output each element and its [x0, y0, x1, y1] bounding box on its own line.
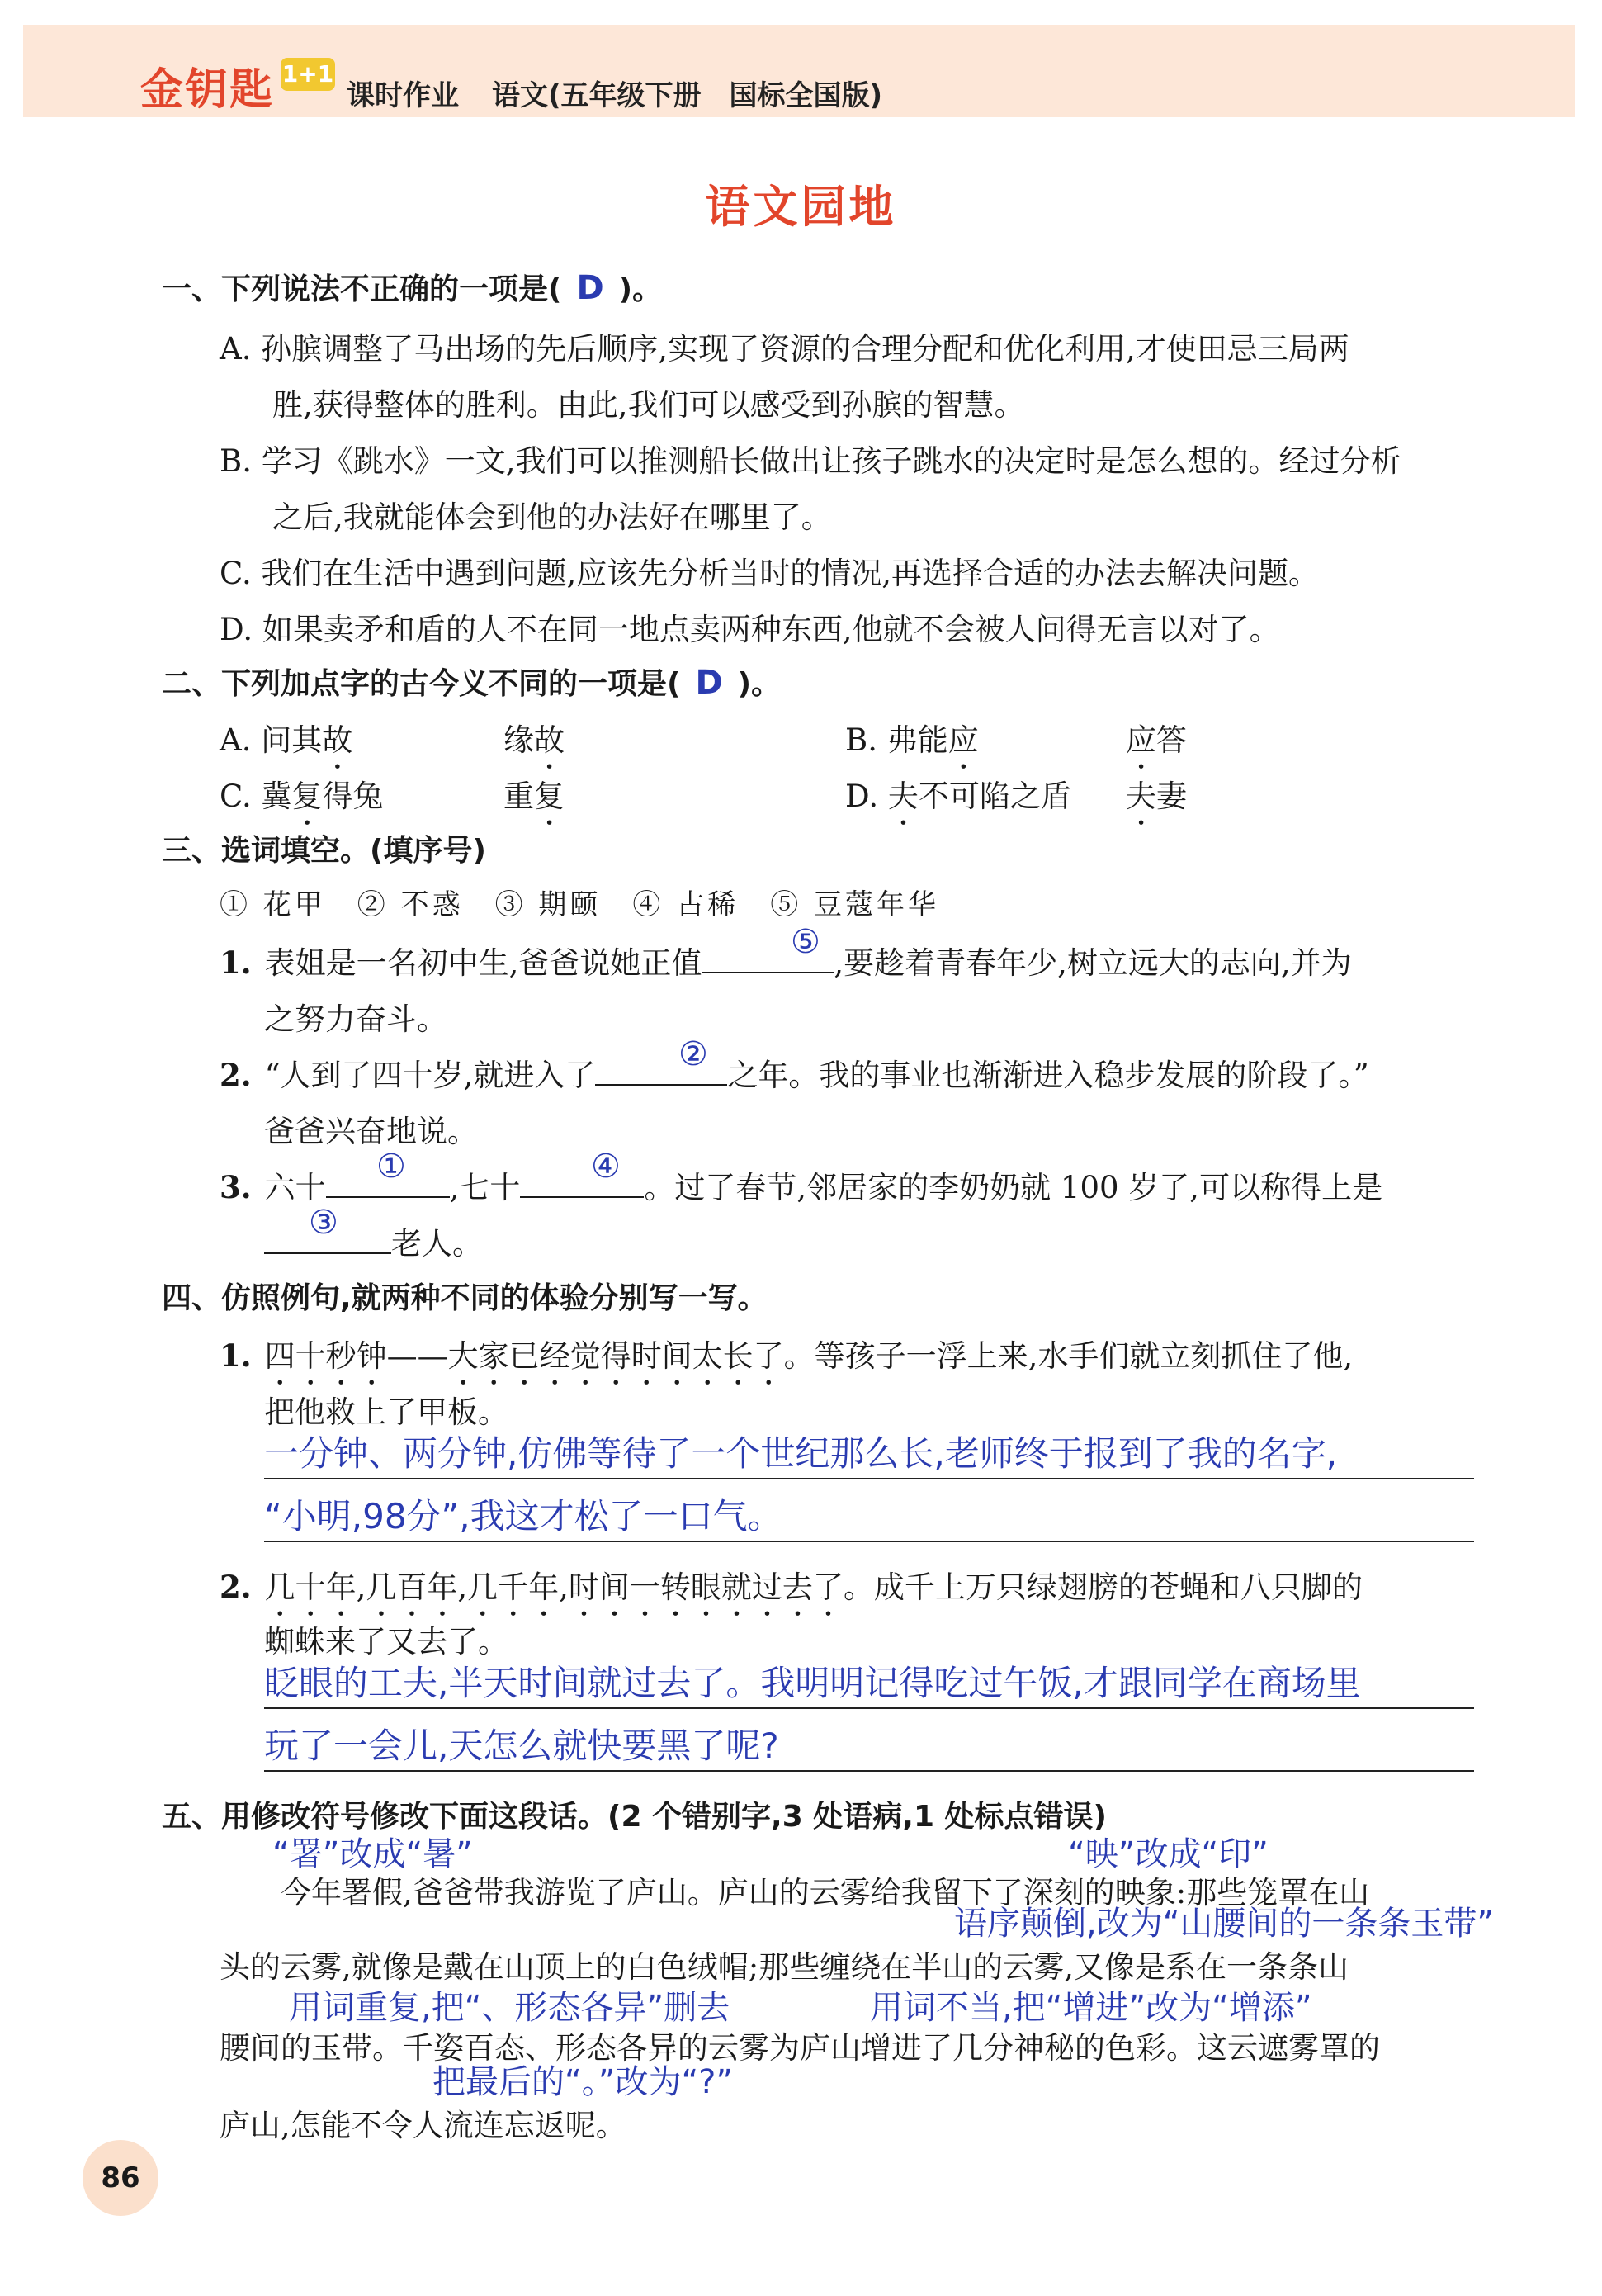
q3-item3-mid: ,七十	[449, 1170, 521, 1205]
q2-answer: D	[695, 664, 723, 702]
q2-option-a1	[220, 715, 352, 776]
q4-prompt: 四、仿照例句,就两种不同的体验分别写一写。	[162, 1281, 768, 1315]
q5-correction-5: 用词不当,把“增进”改为“增添”	[870, 1989, 1312, 2027]
q3-item3-post: 。过了春节,邻居家的李奶奶就 100 岁了,可以称得上是	[644, 1170, 1383, 1205]
q3-item3-line2-post: 老人。	[391, 1226, 483, 1262]
q2-option-d2	[1126, 771, 1187, 832]
q3-word-bank: ① 花甲 ② 不惑 ③ 期颐 ④ 古稀 ⑤ 豆蔻年华	[220, 888, 940, 921]
book-info: 语文(五年级下册 国标全国版)	[492, 79, 883, 112]
q2-option-b1	[845, 715, 979, 776]
q2-a2-dotted: 故	[534, 722, 565, 758]
q3-item1-line2: 之努力奋斗。	[264, 1001, 447, 1037]
q3-item3-answer1: ①	[376, 1148, 406, 1186]
q4-item1-post: 。等孩子一浮上来,水手们就立刻抓住了他,	[783, 1338, 1354, 1374]
q2-option-c1	[220, 771, 384, 832]
q2-c2-text: 重	[503, 779, 534, 814]
q2-d2-dotted: 夫	[1126, 779, 1156, 814]
q5-paragraph-line4: 庐山,怎能不令人流连忘返呢。	[220, 2108, 626, 2143]
series-name: 课时作业	[347, 79, 459, 112]
q2-d2-text: 妻	[1156, 779, 1187, 814]
brand-badge: 1+1	[281, 58, 335, 91]
q2-a1-text: A. 问其	[220, 722, 323, 758]
q3-item2-line2: 爸爸兴奋地说。	[264, 1114, 478, 1149]
q1-option-a-line2: 胜,获得整体的胜利。由此,我们可以感受到孙膑的智慧。	[272, 387, 1025, 423]
q2-d1-text-post: 不可陷之盾	[918, 779, 1071, 814]
q3-item3-line2	[264, 1219, 483, 1263]
q5-correction-6: 把最后的“。”改为“?”	[432, 2063, 734, 2101]
q2-a1-dotted: 故	[322, 722, 353, 758]
q2-b2-text: 答	[1156, 722, 1187, 758]
q5-correction-2: “映”改成“印”	[1068, 1835, 1269, 1873]
q4-item1-rule1	[264, 1478, 1474, 1479]
q2-c1-text: C. 冀	[220, 779, 292, 814]
q2-prompt-post: )。	[737, 667, 782, 701]
q1-prompt-pre: 一、下列说法不正确的一项是(	[162, 272, 562, 306]
q3-item2-line1	[220, 1050, 1369, 1095]
q4-item2-answer-line2: 玩了一会儿,天怎么就快要黑了呢?	[264, 1726, 779, 1766]
q4-item1-line2: 把他救上了甲板。	[264, 1394, 508, 1430]
q1-option-b-line1: B. 学习《跳水》一文,我们可以推测船长做出让孩子跳水的决定时是怎么想的。经过分析	[220, 443, 1401, 479]
q2-b1-dotted: 应	[947, 722, 979, 758]
q1-option-b-line2: 之后,我就能体会到他的办法好在哪里了。	[272, 499, 832, 535]
q4-item1-num: 1.	[220, 1337, 252, 1374]
q1-answer: D	[576, 269, 604, 307]
q2-a2-text: 缘	[503, 722, 534, 758]
q3-item2-post: 之年。我的事业也渐渐进入稳步发展的阶段了。”	[727, 1058, 1369, 1093]
q2-c1-dotted: 复	[291, 779, 323, 814]
q2-d1-dotted: 夫	[887, 779, 919, 814]
q4-item2-line1	[220, 1562, 1363, 1623]
q5-prompt: 五、用修改符号修改下面这段话。(2 个错别字,3 处语病,1 处标点错误)	[162, 1800, 1108, 1834]
q4-item2-rule2	[264, 1770, 1474, 1772]
q5-paragraph-line1: 今年署假,爸爸带我游览了庐山。庐山的云雾给我留下了深刻的映象:那些笼罩在山	[281, 1875, 1370, 1910]
q2-b2-dotted: 应	[1126, 722, 1156, 758]
q3-item3-answer3: ③	[309, 1204, 338, 1242]
q2-option-c2	[503, 771, 565, 832]
q5-correction-4: 用词重复,把“、形态各异”删去	[289, 1989, 730, 2027]
q1-prompt	[162, 266, 662, 308]
q4-item1-rule2	[264, 1541, 1474, 1542]
q2-b1-text: B. 弗能	[845, 722, 948, 758]
q3-item2-num: 2.	[220, 1057, 252, 1093]
q3-item1-line1	[220, 938, 1352, 982]
q3-item1-num: 1.	[220, 944, 252, 981]
q4-item2-rule1	[264, 1707, 1474, 1709]
q2-option-a2	[503, 715, 565, 776]
q2-d1-text: D.	[845, 779, 888, 814]
q4-item1-answer-line2: “小明,98分”,我这才松了一口气。	[264, 1496, 782, 1536]
q4-item2-dotted: 几十年,几百年,几千年,时间一转眼就过去了	[264, 1569, 844, 1605]
q3-item2-pre: “人到了四十岁,就进入了	[264, 1058, 596, 1093]
q5-paragraph-line3: 腰间的玉带。千姿百态、形态各异的云雾为庐山增进了几分神秘的色彩。这云遮雾罩的	[220, 2030, 1380, 2066]
q3-item3-answer2: ④	[591, 1148, 621, 1186]
q4-item2-line2: 蜘蛛来了又去了。	[264, 1624, 508, 1659]
q2-c1-text-post: 得兔	[322, 779, 384, 814]
q4-item1-answer-line1: 一分钟、两分钟,仿佛等待了一个世纪那么长,老师终于报到了我的名字,	[264, 1433, 1338, 1474]
q2-option-b2	[1126, 715, 1187, 776]
q4-item2-num: 2.	[220, 1569, 252, 1605]
q1-option-c: C. 我们在生活中遇到问题,应该先分析当时的情况,再选择合适的办法去解决问题。	[220, 556, 1320, 591]
q3-item3-num: 3.	[220, 1169, 252, 1205]
q3-item3-pre: 六十	[264, 1170, 326, 1205]
q5-correction-1: “署”改成“暑”	[272, 1835, 473, 1873]
page-title: 语文园地	[705, 181, 897, 233]
q2-option-d1	[845, 771, 1071, 832]
q5-correction-3: 语序颠倒,改为“山腰间的一条条玉带”	[954, 1905, 1495, 1943]
q1-prompt-post: )。	[618, 272, 663, 306]
q3-item1-answer: ⑤	[791, 923, 820, 961]
q3-prompt: 三、选词填空。(填序号)	[162, 834, 486, 868]
q3-item1-pre: 表姐是一名初中生,爸爸说她正值	[264, 945, 702, 981]
q4-item2-post: 。成千上万只绿翅膀的苍蝇和八只脚的	[843, 1569, 1363, 1605]
q4-item1-dotted: 四十秒钟——大家已经觉得时间太长了	[264, 1338, 784, 1374]
q4-item1-line1	[220, 1331, 1353, 1392]
brand-logo: 金钥匙	[140, 65, 275, 115]
q3-item3-blank2	[520, 1168, 644, 1198]
q2-c2-dotted: 复	[534, 779, 565, 814]
page-number: 86	[101, 2161, 140, 2194]
q1-option-d: D. 如果卖矛和盾的人不在同一地点卖两种东西,他就不会被人问得无言以对了。	[220, 612, 1280, 647]
q3-item1-post: ,要趁着青春年少,树立远大的志向,并为	[834, 945, 1352, 981]
q2-prompt	[162, 660, 781, 703]
q5-paragraph-line2: 头的云雾,就像是戴在山顶上的白色绒帽;那些缠绕在半山的云雾,又像是系在一条条山	[220, 1949, 1349, 1985]
q3-item2-answer: ②	[678, 1035, 708, 1073]
q4-item2-answer-line1: 眨眼的工夫,半天时间就过去了。我明明记得吃过午饭,才跟同学在商场里	[264, 1663, 1361, 1703]
q1-option-a-line1: A. 孙膑调整了马出场的先后顺序,实现了资源的合理分配和优化利用,才使田忌三局两	[220, 331, 1349, 367]
q2-prompt-pre: 二、下列加点字的古今义不同的一项是(	[162, 667, 681, 701]
